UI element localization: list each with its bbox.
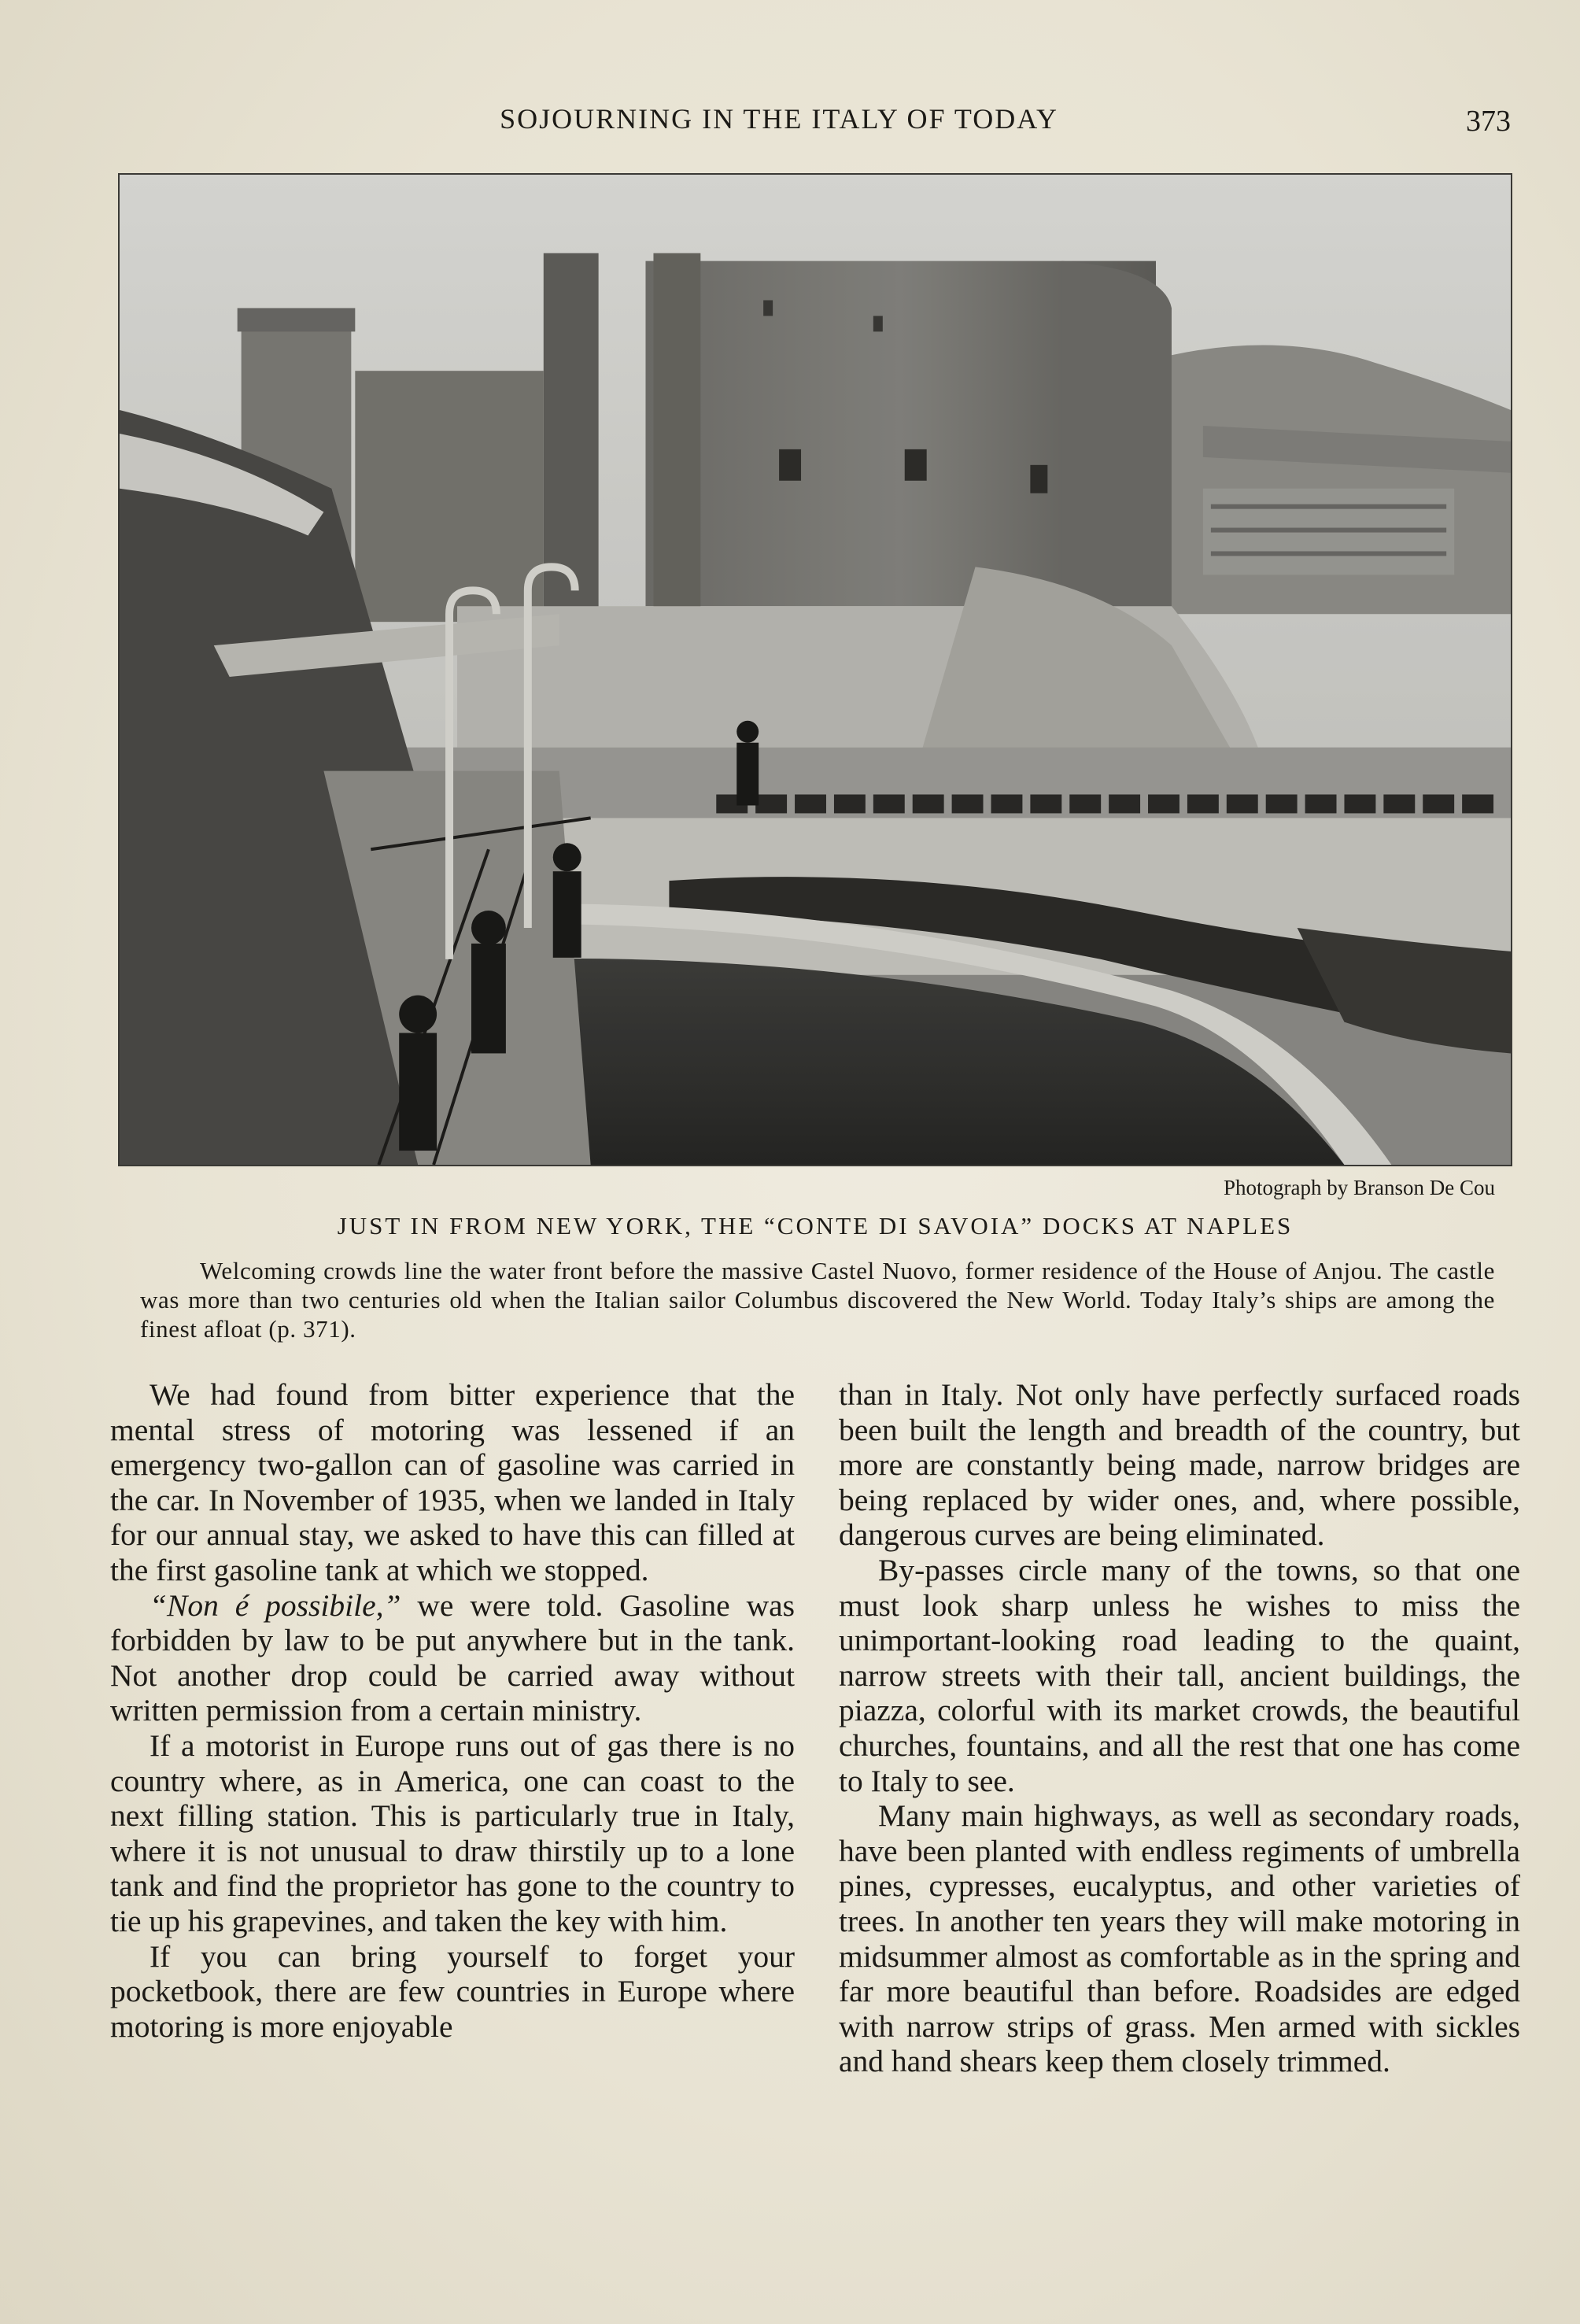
running-title: SOJOURNING IN THE ITALY OF TODAY bbox=[500, 103, 1058, 135]
italic-quote: “Non é possibile,” bbox=[150, 1587, 401, 1623]
caption-body: Welcoming crowds line the water front before the massive Castel Nuovo, former residence of the House of Anjou. The castle was more than two centuries old when the Italian sailor Columbus discovered the New World. Today Italy’s ships are among the finest afloat (p. 371). bbox=[140, 1257, 1495, 1343]
paragraph: We had found from bitter experience that the mental stress of motoring was lessened if an emergency two-gallon can of gasoline was carried in the car. In November of 1935, when we landed in Italy for our annual stay, we asked to have this can filled at the first gasoline tank at which we stopped. bbox=[110, 1377, 795, 1587]
page-number: 373 bbox=[1466, 105, 1511, 138]
castle-harbor-photograph bbox=[118, 173, 1512, 1166]
paragraph: Many main highways, as well as secondary roads, have been planted with endless regiments of umbrella pines, cypresses, eucalyptus, and other varieties of trees. In another ten years they will make motoring in midsummer almost as comfortable as in the spring and far more beautiful than before. Roadsides are edged with narrow strips of grass. Men armed with sickles and hand shears keep them closely trimmed. bbox=[839, 1798, 1520, 2079]
paragraph: If a motorist in Europe runs out of gas there is no country where, as in America, one can coast to the next filling station. This is particularly true in Italy, where it is not unusual to draw thirstily up to a lone tank and find the proprietor has gone to the country to tie up his grapevines, and taken the key with him. bbox=[110, 1727, 795, 1938]
right-column bbox=[839, 1377, 1520, 2079]
photo-credit: Photograph by Branson De Cou bbox=[1224, 1176, 1495, 1199]
left-column bbox=[110, 1377, 795, 2044]
paragraph: If you can bring yourself to forget your pocketbook, there are few countries in Europe where motoring is more enjoyable bbox=[110, 1938, 795, 2044]
paragraph: than in Italy. Not only have perfectly surfaced roads been built the length and breadth of the country, but more are constantly being made, narrow bridges are being replaced by wider ones, and, where possible, dangerous curves are being eliminated. bbox=[839, 1377, 1520, 1553]
paragraph-text: we were told. Gasoline was forbidden by law to be put anywhere but in the tank. Not another drop could be carried away without written permission from a certain ministry. bbox=[110, 1587, 795, 1728]
paragraph bbox=[110, 1588, 795, 1728]
caption-title: JUST IN FROM NEW YORK, THE “CONTE DI SAVOIA” DOCKS AT NAPLES bbox=[337, 1212, 1294, 1240]
photo-illustration bbox=[120, 175, 1511, 1165]
paragraph: By-passes circle many of the towns, so that one must look sharp unless he wishes to miss the unimportant-looking road leading to the quaint, narrow streets with their tall, ancient buildings, the piazza, colorful with its market crowds, the beautiful churches, fountains, and all the rest that one has come to Italy to see. bbox=[839, 1552, 1520, 1798]
